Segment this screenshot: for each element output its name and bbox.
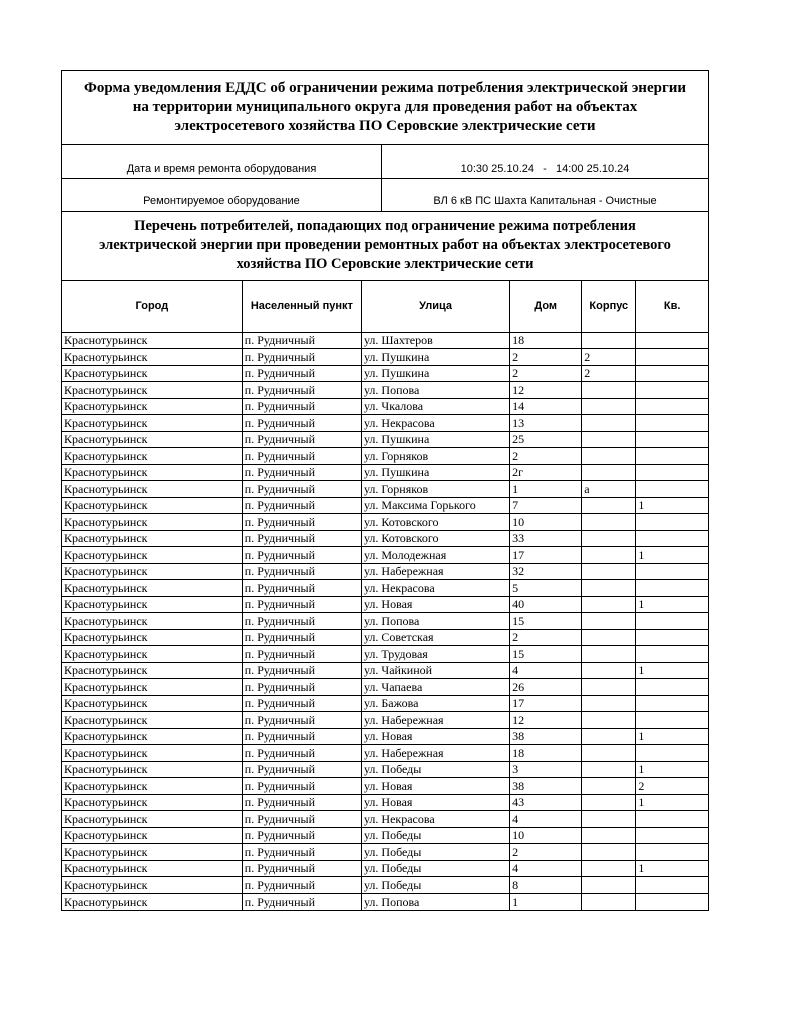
street-cell: ул. Попова: [361, 613, 509, 630]
building-cell: [582, 563, 636, 580]
building-cell: [582, 415, 636, 432]
apartment-cell: [636, 745, 708, 762]
settlement-cell: п. Рудничный: [242, 464, 361, 481]
table-row: [62, 563, 708, 580]
apartment-cell: [636, 530, 708, 547]
settlement-cell: п. Рудничный: [242, 382, 361, 399]
house-cell: 2г: [510, 464, 582, 481]
consumer-table: [62, 281, 708, 910]
city-cell: Краснотурьинск: [62, 844, 242, 861]
building-cell: 2: [582, 349, 636, 366]
list-title-line: хозяйства ПО Серовские электрические сети: [236, 255, 534, 272]
city-cell: Краснотурьинск: [62, 464, 242, 481]
building-cell: [582, 728, 636, 745]
apartment-cell: [636, 679, 708, 696]
house-cell: 32: [510, 563, 582, 580]
street-cell: ул. Некрасова: [361, 811, 509, 828]
table-row: [62, 662, 708, 679]
equipment-label: Ремонтируемое оборудование: [62, 179, 382, 211]
building-cell: [582, 662, 636, 679]
house-cell: 1: [510, 481, 582, 498]
city-cell: Краснотурьинск: [62, 679, 242, 696]
table-row: [62, 514, 708, 531]
city-cell: Краснотурьинск: [62, 431, 242, 448]
table-row: [62, 398, 708, 415]
settlement-cell: п. Рудничный: [242, 679, 361, 696]
building-cell: [582, 844, 636, 861]
building-cell: [582, 629, 636, 646]
building-cell: [582, 448, 636, 465]
house-cell: 2: [510, 448, 582, 465]
apartment-cell: 1: [636, 860, 708, 877]
repair-datetime-value: 10:30 25.10.24 - 14:00 25.10.24: [460, 162, 630, 175]
building-cell: [582, 530, 636, 547]
settlement-cell: п. Рудничный: [242, 761, 361, 778]
table-row: [62, 728, 708, 745]
settlement-cell: п. Рудничный: [242, 613, 361, 630]
house-cell: 2: [510, 349, 582, 366]
consumer-list-title: [62, 212, 708, 281]
city-cell: Краснотурьинск: [62, 365, 242, 382]
header-settlement: Населенный пункт: [242, 281, 361, 332]
form-title: [62, 71, 708, 145]
house-cell: 8: [510, 877, 582, 894]
apartment-cell: [636, 332, 708, 349]
building-cell: [582, 547, 636, 564]
city-cell: Краснотурьинск: [62, 415, 242, 432]
notification-form: [61, 70, 709, 911]
building-cell: [582, 778, 636, 795]
apartment-cell: 1: [636, 662, 708, 679]
table-row: [62, 613, 708, 630]
settlement-cell: п. Рудничный: [242, 398, 361, 415]
table-row: [62, 431, 708, 448]
table-row: [62, 365, 708, 382]
settlement-cell: п. Рудничный: [242, 448, 361, 465]
city-cell: Краснотурьинск: [62, 745, 242, 762]
street-cell: ул. Победы: [361, 877, 509, 894]
house-cell: 3: [510, 761, 582, 778]
street-cell: ул. Набережная: [361, 745, 509, 762]
settlement-cell: п. Рудничный: [242, 745, 361, 762]
header-apartment: Кв.: [636, 281, 708, 332]
settlement-cell: п. Рудничный: [242, 547, 361, 564]
house-cell: 43: [510, 794, 582, 811]
city-cell: Краснотурьинск: [62, 530, 242, 547]
street-cell: ул. Пушкина: [361, 365, 509, 382]
street-cell: ул. Чайкиной: [361, 662, 509, 679]
street-cell: ул. Максима Горького: [361, 497, 509, 514]
street-cell: ул. Горняков: [361, 481, 509, 498]
building-cell: [582, 431, 636, 448]
house-cell: 40: [510, 596, 582, 613]
city-cell: Краснотурьинск: [62, 811, 242, 828]
building-cell: [582, 679, 636, 696]
street-cell: ул. Бажова: [361, 695, 509, 712]
building-cell: [582, 613, 636, 630]
table-row: [62, 382, 708, 399]
house-cell: 15: [510, 646, 582, 663]
building-cell: [582, 382, 636, 399]
settlement-cell: п. Рудничный: [242, 827, 361, 844]
building-cell: [582, 811, 636, 828]
city-cell: Краснотурьинск: [62, 514, 242, 531]
city-cell: Краснотурьинск: [62, 481, 242, 498]
house-cell: 2: [510, 365, 582, 382]
apartment-cell: [636, 382, 708, 399]
city-cell: Краснотурьинск: [62, 877, 242, 894]
table-row: [62, 695, 708, 712]
city-cell: Краснотурьинск: [62, 398, 242, 415]
apartment-cell: [636, 464, 708, 481]
apartment-cell: [636, 481, 708, 498]
house-cell: 38: [510, 728, 582, 745]
apartment-cell: 1: [636, 761, 708, 778]
settlement-cell: п. Рудничный: [242, 877, 361, 894]
house-cell: 7: [510, 497, 582, 514]
table-row: [62, 497, 708, 514]
building-cell: [582, 877, 636, 894]
apartment-cell: [636, 349, 708, 366]
table-row: [62, 530, 708, 547]
street-cell: ул. Попова: [361, 893, 509, 910]
apartment-cell: [636, 431, 708, 448]
table-row: [62, 712, 708, 729]
table-row: [62, 332, 708, 349]
street-cell: ул. Некрасова: [361, 580, 509, 597]
house-cell: 2: [510, 629, 582, 646]
street-cell: ул. Чапаева: [361, 679, 509, 696]
city-cell: Краснотурьинск: [62, 547, 242, 564]
house-cell: 2: [510, 844, 582, 861]
building-cell: [582, 745, 636, 762]
table-row: [62, 745, 708, 762]
street-cell: ул. Трудовая: [361, 646, 509, 663]
city-cell: Краснотурьинск: [62, 332, 242, 349]
city-cell: Краснотурьинск: [62, 497, 242, 514]
apartment-cell: [636, 646, 708, 663]
apartment-cell: [636, 415, 708, 432]
list-title-line: электрической энергии при проведении ремонтных работ на объектах электросетевого: [99, 236, 671, 253]
apartment-cell: [636, 811, 708, 828]
street-cell: ул. Новая: [361, 794, 509, 811]
house-cell: 12: [510, 712, 582, 729]
table-row: [62, 646, 708, 663]
apartment-cell: 1: [636, 794, 708, 811]
building-cell: а: [582, 481, 636, 498]
street-cell: ул. Победы: [361, 844, 509, 861]
equipment-row: [62, 179, 708, 212]
table-row: [62, 794, 708, 811]
street-cell: ул. Пушкина: [361, 349, 509, 366]
equipment-value: ВЛ 6 кВ ПС Шахта Капитальная - Очистные: [433, 195, 657, 207]
street-cell: ул. Советская: [361, 629, 509, 646]
street-cell: ул. Победы: [361, 827, 509, 844]
table-body: [62, 332, 708, 910]
city-cell: Краснотурьинск: [62, 580, 242, 597]
table-row: [62, 481, 708, 498]
header-street: Улица: [361, 281, 509, 332]
house-cell: 4: [510, 811, 582, 828]
house-cell: 4: [510, 662, 582, 679]
table-row: [62, 629, 708, 646]
settlement-cell: п. Рудничный: [242, 596, 361, 613]
settlement-cell: п. Рудничный: [242, 332, 361, 349]
settlement-cell: п. Рудничный: [242, 481, 361, 498]
settlement-cell: п. Рудничный: [242, 662, 361, 679]
house-cell: 10: [510, 514, 582, 531]
house-cell: 33: [510, 530, 582, 547]
form-title-line: Форма уведомления ЕДДС об ограничении режима потребления электрической энергии: [83, 80, 687, 96]
house-cell: 4: [510, 860, 582, 877]
street-cell: ул. Набережная: [361, 712, 509, 729]
apartment-cell: [636, 844, 708, 861]
settlement-cell: п. Рудничный: [242, 778, 361, 795]
building-cell: [582, 332, 636, 349]
table-row: [62, 811, 708, 828]
apartment-cell: 1: [636, 547, 708, 564]
street-cell: ул. Котовского: [361, 514, 509, 531]
street-cell: ул. Чкалова: [361, 398, 509, 415]
city-cell: Краснотурьинск: [62, 695, 242, 712]
table-row: [62, 679, 708, 696]
settlement-cell: п. Рудничный: [242, 860, 361, 877]
building-cell: [582, 464, 636, 481]
building-cell: [582, 827, 636, 844]
settlement-cell: п. Рудничный: [242, 563, 361, 580]
house-cell: 26: [510, 679, 582, 696]
house-cell: 18: [510, 332, 582, 349]
city-cell: Краснотурьинск: [62, 778, 242, 795]
table-row: [62, 547, 708, 564]
apartment-cell: [636, 695, 708, 712]
city-cell: Краснотурьинск: [62, 761, 242, 778]
apartment-cell: [636, 613, 708, 630]
settlement-cell: п. Рудничный: [242, 728, 361, 745]
city-cell: Краснотурьинск: [62, 712, 242, 729]
building-cell: [582, 695, 636, 712]
building-cell: [582, 580, 636, 597]
city-cell: Краснотурьинск: [62, 448, 242, 465]
header-house: Дом: [510, 281, 582, 332]
building-cell: [582, 712, 636, 729]
settlement-cell: п. Рудничный: [242, 646, 361, 663]
list-title-line: Перечень потребителей, попадающих под ограничение режима потребления: [134, 217, 636, 234]
building-cell: [582, 860, 636, 877]
building-cell: [582, 761, 636, 778]
header-city: Город: [62, 281, 242, 332]
city-cell: Краснотурьинск: [62, 596, 242, 613]
house-cell: 10: [510, 827, 582, 844]
settlement-cell: п. Рудничный: [242, 497, 361, 514]
building-cell: [582, 398, 636, 415]
house-cell: 14: [510, 398, 582, 415]
city-cell: Краснотурьинск: [62, 629, 242, 646]
building-cell: [582, 646, 636, 663]
house-cell: 25: [510, 431, 582, 448]
street-cell: ул. Победы: [361, 761, 509, 778]
table-row: [62, 580, 708, 597]
form-title-line: на территории муниципального округа для проведения работ на объектах: [132, 99, 638, 115]
settlement-cell: п. Рудничный: [242, 893, 361, 910]
table-row: [62, 596, 708, 613]
street-cell: ул. Новая: [361, 778, 509, 795]
apartment-cell: [636, 563, 708, 580]
settlement-cell: п. Рудничный: [242, 514, 361, 531]
house-cell: 17: [510, 695, 582, 712]
apartment-cell: [636, 580, 708, 597]
building-cell: 2: [582, 365, 636, 382]
city-cell: Краснотурьинск: [62, 563, 242, 580]
apartment-cell: 2: [636, 778, 708, 795]
city-cell: Краснотурьинск: [62, 662, 242, 679]
house-cell: 38: [510, 778, 582, 795]
table-row: [62, 415, 708, 432]
building-cell: [582, 514, 636, 531]
header-building: Корпус: [582, 281, 636, 332]
settlement-cell: п. Рудничный: [242, 794, 361, 811]
settlement-cell: п. Рудничный: [242, 415, 361, 432]
city-cell: Краснотурьинск: [62, 646, 242, 663]
table-row: [62, 349, 708, 366]
repair-datetime-row: [62, 145, 708, 179]
settlement-cell: п. Рудничный: [242, 695, 361, 712]
repair-datetime-label: Дата и время ремонта оборудования: [62, 145, 382, 178]
table-header-row: [62, 281, 708, 332]
city-cell: Краснотурьинск: [62, 860, 242, 877]
house-cell: 18: [510, 745, 582, 762]
street-cell: ул. Котовского: [361, 530, 509, 547]
apartment-cell: [636, 398, 708, 415]
house-cell: 12: [510, 382, 582, 399]
city-cell: Краснотурьинск: [62, 827, 242, 844]
street-cell: ул. Новая: [361, 728, 509, 745]
city-cell: Краснотурьинск: [62, 349, 242, 366]
street-cell: ул. Пушкина: [361, 431, 509, 448]
street-cell: ул. Горняков: [361, 448, 509, 465]
house-cell: 5: [510, 580, 582, 597]
settlement-cell: п. Рудничный: [242, 580, 361, 597]
street-cell: ул. Новая: [361, 596, 509, 613]
building-cell: [582, 596, 636, 613]
city-cell: Краснотурьинск: [62, 794, 242, 811]
settlement-cell: п. Рудничный: [242, 349, 361, 366]
apartment-cell: [636, 629, 708, 646]
house-cell: 13: [510, 415, 582, 432]
settlement-cell: п. Рудничный: [242, 844, 361, 861]
city-cell: Краснотурьинск: [62, 728, 242, 745]
street-cell: ул. Некрасова: [361, 415, 509, 432]
city-cell: Краснотурьинск: [62, 613, 242, 630]
street-cell: ул. Попова: [361, 382, 509, 399]
house-cell: 15: [510, 613, 582, 630]
table-row: [62, 877, 708, 894]
apartment-cell: [636, 827, 708, 844]
settlement-cell: п. Рудничный: [242, 712, 361, 729]
apartment-cell: [636, 514, 708, 531]
table-row: [62, 448, 708, 465]
apartment-cell: 1: [636, 497, 708, 514]
apartment-cell: [636, 712, 708, 729]
building-cell: [582, 893, 636, 910]
apartment-cell: 1: [636, 596, 708, 613]
table-row: [62, 860, 708, 877]
table-row: [62, 893, 708, 910]
street-cell: ул. Победы: [361, 860, 509, 877]
building-cell: [582, 497, 636, 514]
settlement-cell: п. Рудничный: [242, 811, 361, 828]
table-row: [62, 844, 708, 861]
form-title-line: электросетевого хозяйства ПО Серовские электрические сети: [174, 118, 596, 134]
apartment-cell: [636, 877, 708, 894]
table-row: [62, 778, 708, 795]
settlement-cell: п. Рудничный: [242, 629, 361, 646]
settlement-cell: п. Рудничный: [242, 365, 361, 382]
building-cell: [582, 794, 636, 811]
city-cell: Краснотурьинск: [62, 382, 242, 399]
city-cell: Краснотурьинск: [64, 894, 148, 909]
house-cell: 17: [510, 547, 582, 564]
street-cell: ул. Молодежная: [361, 547, 509, 564]
street-cell: ул. Пушкина: [361, 464, 509, 481]
table-row: [62, 464, 708, 481]
street-cell: ул. Шахтеров: [361, 332, 509, 349]
table-row: [62, 827, 708, 844]
table-row: [62, 761, 708, 778]
apartment-cell: 1: [636, 728, 708, 745]
settlement-cell: п. Рудничный: [242, 431, 361, 448]
apartment-cell: [636, 365, 708, 382]
street-cell: ул. Набережная: [361, 563, 509, 580]
apartment-cell: [636, 893, 708, 910]
house-cell: 1: [510, 893, 582, 910]
apartment-cell: [636, 448, 708, 465]
settlement-cell: п. Рудничный: [242, 530, 361, 547]
